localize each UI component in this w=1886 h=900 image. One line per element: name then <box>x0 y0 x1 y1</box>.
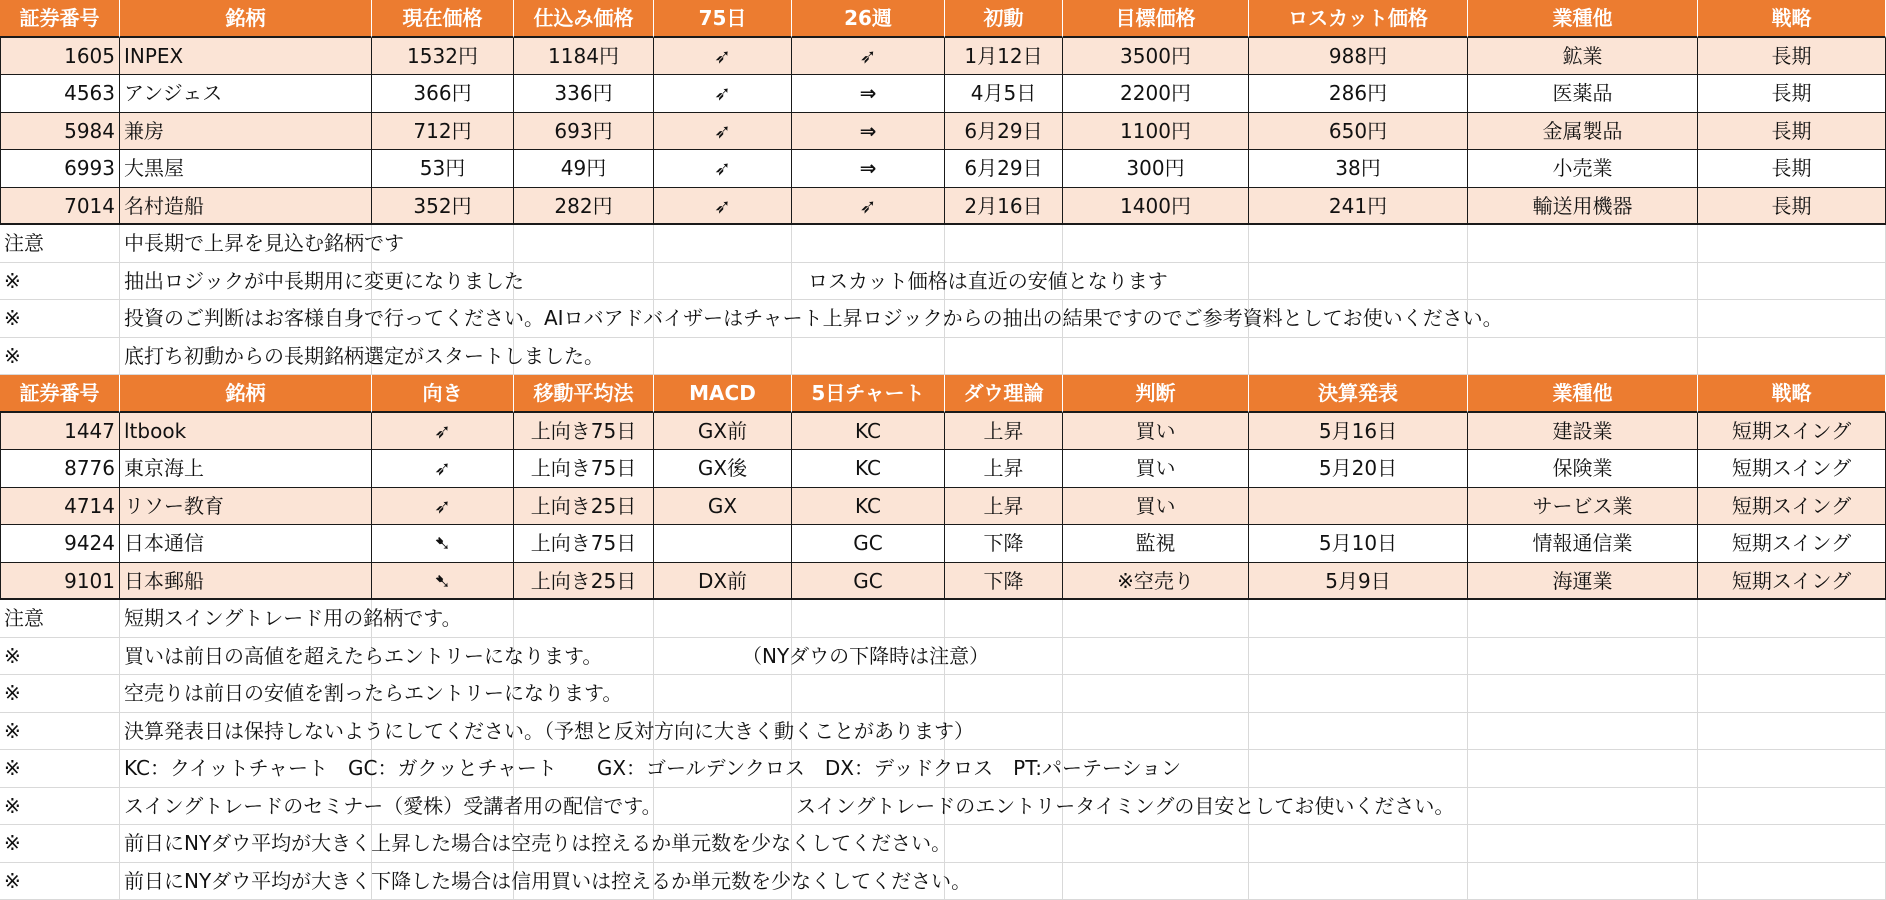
gridline <box>1467 825 1468 862</box>
gridline <box>1467 713 1468 750</box>
gridline <box>1248 750 1249 787</box>
cell-code[interactable]: 4563 <box>0 75 120 113</box>
direction-arrow-icon[interactable]: ➶ <box>372 413 514 451</box>
gridline <box>653 338 654 375</box>
direction-arrow-icon[interactable]: ➶ <box>372 450 514 488</box>
cell-code[interactable]: 4714 <box>0 488 120 526</box>
cell-code[interactable]: 9424 <box>0 525 120 563</box>
note-cell[interactable] <box>120 225 1886 263</box>
cell-entry-price[interactable]: 336円 <box>514 75 654 113</box>
gridline <box>791 225 792 262</box>
note-text: 前日にNYダウ平均が大きく下降した場合は信用買いは控えるか単元数を少なくしてください。 <box>124 869 971 893</box>
note-row <box>0 750 1886 788</box>
swing-notes <box>0 600 1886 900</box>
note-marker[interactable]: ※ <box>0 638 120 676</box>
gridline <box>1248 675 1249 712</box>
trend-75day-arrow-icon[interactable]: ➶ <box>654 38 792 76</box>
header-industry[interactable]: 業種他 <box>1468 375 1698 413</box>
cell-earnings[interactable]: 5月16日 <box>1249 413 1468 451</box>
note-text: 前日にNYダウ平均が大きく上昇した場合は空売りは控えるか単元数を少なくしてください。 <box>124 831 951 855</box>
gridline <box>653 600 654 637</box>
cell-industry[interactable]: 小売業 <box>1468 150 1698 188</box>
cell-judgment[interactable]: 監視 <box>1063 525 1249 563</box>
cell-stop-loss[interactable]: 38円 <box>1249 150 1468 188</box>
cell-name[interactable]: リソー教育 <box>120 488 372 526</box>
cell-target-price[interactable]: 300円 <box>1063 150 1249 188</box>
cell-name[interactable]: ltbook <box>120 413 372 451</box>
gridline <box>1467 863 1468 900</box>
note-text: 買いは前日の高値を超えたらエントリーになります。 <box>124 644 602 668</box>
gridline <box>1062 863 1063 900</box>
cell-current-price[interactable]: 366円 <box>372 75 514 113</box>
note-row <box>0 825 1886 863</box>
cell-industry[interactable]: 保険業 <box>1468 450 1698 488</box>
gridline <box>1697 675 1698 712</box>
long-term-table-body <box>0 38 1886 226</box>
cell-dow-theory[interactable]: 下降 <box>945 563 1063 601</box>
cell-5day-chart[interactable]: GC <box>792 563 945 601</box>
note-marker[interactable]: ※ <box>0 788 120 826</box>
cell-current-price[interactable]: 1532円 <box>372 38 514 76</box>
note-text: スイングトレードのセミナー（愛株）受講者用の配信です。 <box>124 794 662 818</box>
note-cell[interactable] <box>120 788 1886 826</box>
cell-strategy[interactable]: 長期 <box>1698 150 1886 188</box>
gridline <box>791 338 792 375</box>
cell-code[interactable]: 9101 <box>0 563 120 601</box>
header-earnings[interactable]: 決算発表 <box>1249 375 1468 413</box>
trend-26week-arrow-icon[interactable]: ⇒ <box>792 150 945 188</box>
note-marker[interactable]: ※ <box>0 300 120 338</box>
gridline <box>513 600 514 637</box>
cell-name[interactable]: 日本郵船 <box>120 563 372 601</box>
gridline <box>1467 750 1468 787</box>
note-cell[interactable] <box>120 675 1886 713</box>
cell-industry[interactable]: 鉱業 <box>1468 38 1698 76</box>
cell-industry[interactable]: 建設業 <box>1468 413 1698 451</box>
header-26week[interactable]: 26週 <box>792 0 945 38</box>
header-strategy[interactable]: 戦略 <box>1698 0 1886 38</box>
header-name[interactable]: 銘柄 <box>120 0 372 38</box>
note-cell[interactable] <box>120 638 1886 676</box>
gridline <box>1248 638 1249 675</box>
trend-75day-arrow-icon[interactable]: ➶ <box>654 75 792 113</box>
direction-arrow-icon[interactable]: ➶ <box>372 488 514 526</box>
header-75day[interactable]: 75日 <box>654 0 792 38</box>
cell-dow-theory[interactable]: 上昇 <box>945 413 1063 451</box>
cell-code[interactable]: 5984 <box>0 113 120 151</box>
gridline <box>1697 300 1698 337</box>
gridline <box>1062 638 1063 675</box>
note-row <box>0 675 1886 713</box>
note-text: 底打ち初動からの長期銘柄選定がスタートしました。 <box>124 344 604 368</box>
cell-initial-move[interactable]: 2月16日 <box>945 188 1063 226</box>
gridline <box>944 338 945 375</box>
note-text: KC：クイットチャート GC：ガクッとチャート GX：ゴールデンクロス DX：デッドクロス PT:パーテーション <box>124 756 1181 780</box>
gridline <box>1697 863 1698 900</box>
note-text: 抽出ロジックが中長期用に変更になりました <box>124 269 524 293</box>
gridline <box>1697 825 1698 862</box>
note-marker[interactable]: ※ <box>0 713 120 751</box>
cell-strategy[interactable]: 長期 <box>1698 38 1886 76</box>
cell-judgment[interactable]: 買い <box>1063 450 1249 488</box>
gridline <box>653 638 654 675</box>
cell-strategy[interactable]: 短期スイング <box>1698 488 1886 526</box>
cell-industry[interactable]: サービス業 <box>1468 488 1698 526</box>
cell-strategy[interactable]: 短期スイング <box>1698 563 1886 601</box>
cell-macd[interactable]: DX前 <box>654 563 792 601</box>
note-text: 中長期で上昇を見込む銘柄です <box>124 231 404 255</box>
gridline <box>1697 225 1698 262</box>
gridline <box>1248 225 1249 262</box>
gridline <box>1467 225 1468 262</box>
gridline <box>1467 788 1468 825</box>
trend-75day-arrow-icon[interactable]: ➶ <box>654 188 792 226</box>
cell-moving-average[interactable]: 上向き75日 <box>514 413 654 451</box>
note-text: 空売りは前日の安値を割ったらエントリーになります。 <box>124 681 622 705</box>
cell-stop-loss[interactable]: 650円 <box>1249 113 1468 151</box>
gridline <box>944 675 945 712</box>
gridline <box>1697 713 1698 750</box>
cell-industry[interactable]: 輸送用機器 <box>1468 188 1698 226</box>
note-cell[interactable] <box>120 750 1886 788</box>
cell-initial-move[interactable]: 4月5日 <box>945 75 1063 113</box>
cell-code[interactable]: 8776 <box>0 450 120 488</box>
note-marker[interactable]: ※ <box>0 675 120 713</box>
cell-code[interactable]: 6993 <box>0 150 120 188</box>
cell-target-price[interactable]: 3500円 <box>1063 38 1249 76</box>
note-row <box>0 225 1886 263</box>
header-code[interactable]: 証券番号 <box>0 375 120 413</box>
note-cell[interactable] <box>120 825 1886 863</box>
cell-name[interactable]: INPEX <box>120 38 372 76</box>
gridline <box>513 225 514 262</box>
cell-code[interactable]: 1605 <box>0 38 120 76</box>
cell-industry[interactable]: 海運業 <box>1468 563 1698 601</box>
gridline <box>1062 675 1063 712</box>
note-marker[interactable]: ※ <box>0 263 120 301</box>
cell-current-price[interactable]: 712円 <box>372 113 514 151</box>
note-cell[interactable] <box>120 338 1886 376</box>
cell-stop-loss[interactable]: 241円 <box>1249 188 1468 226</box>
cell-5day-chart[interactable]: KC <box>792 488 945 526</box>
gridline <box>1062 713 1063 750</box>
header-initial-move[interactable]: 初動 <box>945 0 1063 38</box>
gridline <box>791 675 792 712</box>
gridline <box>653 675 654 712</box>
gridline <box>1062 600 1063 637</box>
cell-initial-move[interactable]: 6月29日 <box>945 150 1063 188</box>
note-marker[interactable]: 注意 <box>0 225 120 263</box>
gridline <box>1467 600 1468 637</box>
gridline <box>1697 750 1698 787</box>
note-cell[interactable] <box>120 863 1886 900</box>
cell-name[interactable]: アンジェス <box>120 75 372 113</box>
cell-macd[interactable] <box>654 525 792 563</box>
cell-target-price[interactable]: 2200円 <box>1063 75 1249 113</box>
cell-initial-move[interactable]: 1月12日 <box>945 38 1063 76</box>
gridline <box>1467 338 1468 375</box>
cell-industry[interactable]: 金属製品 <box>1468 113 1698 151</box>
note-marker[interactable]: ※ <box>0 338 120 376</box>
cell-macd[interactable]: GX前 <box>654 413 792 451</box>
gridline <box>1467 675 1468 712</box>
cell-5day-chart[interactable]: KC <box>792 413 945 451</box>
gridline <box>1467 638 1468 675</box>
gridline <box>1062 225 1063 262</box>
cell-earnings[interactable]: 5月20日 <box>1249 450 1468 488</box>
header-current-price[interactable]: 現在価格 <box>372 0 514 38</box>
cell-strategy[interactable]: 短期スイング <box>1698 525 1886 563</box>
long-term-notes <box>0 225 1886 375</box>
header-macd[interactable]: MACD <box>654 375 792 413</box>
cell-industry[interactable]: 医薬品 <box>1468 75 1698 113</box>
gridline <box>944 225 945 262</box>
note-text-secondary: （NYダウの下降時は注意） <box>742 638 989 676</box>
header-moving-average[interactable]: 移動平均法 <box>514 375 654 413</box>
note-cell[interactable] <box>120 300 1886 338</box>
trend-26week-arrow-icon[interactable]: ➶ <box>792 188 945 226</box>
header-industry[interactable]: 業種他 <box>1468 0 1698 38</box>
note-text: 決算発表日は保持しないようにしてください。（予想と反対方向に大きく動くことがあります） <box>124 719 974 743</box>
cell-earnings[interactable]: 5月9日 <box>1249 563 1468 601</box>
cell-code[interactable]: 7014 <box>0 188 120 226</box>
cell-macd[interactable]: GX <box>654 488 792 526</box>
header-dow-theory[interactable]: ダウ理論 <box>945 375 1063 413</box>
gridline <box>1697 638 1698 675</box>
cell-stop-loss[interactable]: 286円 <box>1249 75 1468 113</box>
header-5day-chart[interactable]: 5日チャート <box>792 375 945 413</box>
trend-75day-arrow-icon[interactable]: ➶ <box>654 113 792 151</box>
cell-target-price[interactable]: 1100円 <box>1063 113 1249 151</box>
header-code[interactable]: 証券番号 <box>0 0 120 38</box>
cell-strategy[interactable]: 長期 <box>1698 188 1886 226</box>
note-marker[interactable]: ※ <box>0 750 120 788</box>
gridline <box>1062 825 1063 862</box>
cell-name[interactable]: 兼房 <box>120 113 372 151</box>
note-text-secondary: ロスカット価格は直近の安値となります <box>808 263 1168 301</box>
cell-entry-price[interactable]: 49円 <box>514 150 654 188</box>
cell-strategy[interactable]: 長期 <box>1698 75 1886 113</box>
gridline <box>1062 338 1063 375</box>
gridline <box>1248 863 1249 900</box>
cell-current-price[interactable]: 53円 <box>372 150 514 188</box>
note-cell[interactable] <box>120 600 1886 638</box>
cell-entry-price[interactable]: 282円 <box>514 188 654 226</box>
cell-dow-theory[interactable]: 下降 <box>945 525 1063 563</box>
cell-current-price[interactable]: 352円 <box>372 188 514 226</box>
note-text: 短期スイングトレード用の銘柄です。 <box>124 606 462 630</box>
cell-strategy[interactable]: 短期スイング <box>1698 450 1886 488</box>
cell-earnings[interactable]: 5月10日 <box>1249 525 1468 563</box>
note-row <box>0 713 1886 751</box>
cell-moving-average[interactable]: 上向き25日 <box>514 488 654 526</box>
note-row <box>0 788 1886 826</box>
cell-dow-theory[interactable]: 上昇 <box>945 450 1063 488</box>
cell-earnings[interactable] <box>1249 488 1468 526</box>
trend-26week-arrow-icon[interactable]: ➶ <box>792 38 945 76</box>
cell-moving-average[interactable]: 上向き75日 <box>514 450 654 488</box>
header-direction[interactable]: 向き <box>372 375 514 413</box>
note-text: 投資のご判断はお客様自身で行ってください。AIロバアドバイザーはチャート上昇ロジックからの抽出の結果ですのでご参考資料としてお使いください。 <box>124 306 1503 330</box>
gridline <box>1248 338 1249 375</box>
direction-arrow-icon[interactable]: ➷ <box>372 563 514 601</box>
gridline <box>1248 263 1249 300</box>
gridline <box>1697 338 1698 375</box>
cell-entry-price[interactable]: 1184円 <box>514 38 654 76</box>
cell-5day-chart[interactable]: GC <box>792 525 945 563</box>
note-marker[interactable]: 注意 <box>0 600 120 638</box>
cell-name[interactable]: 大黒屋 <box>120 150 372 188</box>
header-entry-price[interactable]: 仕込み価格 <box>514 0 654 38</box>
note-row <box>0 600 1886 638</box>
swing-table <box>0 375 1886 413</box>
gridline <box>944 600 945 637</box>
cell-industry[interactable]: 情報通信業 <box>1468 525 1698 563</box>
note-row <box>0 863 1886 900</box>
direction-arrow-icon[interactable]: ➷ <box>372 525 514 563</box>
cell-judgment[interactable]: 買い <box>1063 488 1249 526</box>
cell-dow-theory[interactable]: 上昇 <box>945 488 1063 526</box>
cell-code[interactable]: 1447 <box>0 413 120 451</box>
gridline <box>1248 600 1249 637</box>
cell-entry-price[interactable]: 693円 <box>514 113 654 151</box>
cell-moving-average[interactable]: 上向き25日 <box>514 563 654 601</box>
cell-strategy[interactable]: 長期 <box>1698 113 1886 151</box>
cell-5day-chart[interactable]: KC <box>792 450 945 488</box>
cell-strategy[interactable]: 短期スイング <box>1698 413 1886 451</box>
note-row <box>0 300 1886 338</box>
note-cell[interactable] <box>120 263 1886 301</box>
cell-macd[interactable]: GX後 <box>654 450 792 488</box>
note-row <box>0 263 1886 301</box>
cell-judgment[interactable]: 買い <box>1063 413 1249 451</box>
header-target-price[interactable]: 目標価格 <box>1063 0 1249 38</box>
gridline <box>653 225 654 262</box>
gridline <box>1697 788 1698 825</box>
gridline <box>1467 263 1468 300</box>
cell-judgment[interactable]: ※空売り <box>1063 563 1249 601</box>
gridline <box>791 263 792 300</box>
trend-26week-arrow-icon[interactable]: ⇒ <box>792 113 945 151</box>
cell-name[interactable]: 名村造船 <box>120 188 372 226</box>
gridline <box>1248 825 1249 862</box>
header-stop-loss[interactable]: ロスカット価格 <box>1249 0 1468 38</box>
trend-26week-arrow-icon[interactable]: ⇒ <box>792 75 945 113</box>
long-term-table <box>0 0 1886 38</box>
trend-75day-arrow-icon[interactable]: ➶ <box>654 150 792 188</box>
swing-table-body <box>0 413 1886 601</box>
cell-moving-average[interactable]: 上向き75日 <box>514 525 654 563</box>
header-judgment[interactable]: 判断 <box>1063 375 1249 413</box>
gridline <box>1248 713 1249 750</box>
gridline <box>653 263 654 300</box>
gridline <box>1697 263 1698 300</box>
gridline <box>1697 600 1698 637</box>
note-row <box>0 338 1886 376</box>
header-name[interactable]: 銘柄 <box>120 375 372 413</box>
note-marker[interactable]: ※ <box>0 825 120 863</box>
cell-stop-loss[interactable]: 988円 <box>1249 38 1468 76</box>
header-strategy[interactable]: 戦略 <box>1698 375 1886 413</box>
cell-initial-move[interactable]: 6月29日 <box>945 113 1063 151</box>
gridline <box>791 600 792 637</box>
note-text-secondary: スイングトレードのエントリータイミングの目安としてお使いください。 <box>796 788 1454 826</box>
note-row <box>0 638 1886 676</box>
cell-target-price[interactable]: 1400円 <box>1063 188 1249 226</box>
cell-name[interactable]: 日本通信 <box>120 525 372 563</box>
cell-name[interactable]: 東京海上 <box>120 450 372 488</box>
note-marker[interactable]: ※ <box>0 863 120 900</box>
note-cell[interactable] <box>120 713 1886 751</box>
gridline <box>791 788 792 825</box>
